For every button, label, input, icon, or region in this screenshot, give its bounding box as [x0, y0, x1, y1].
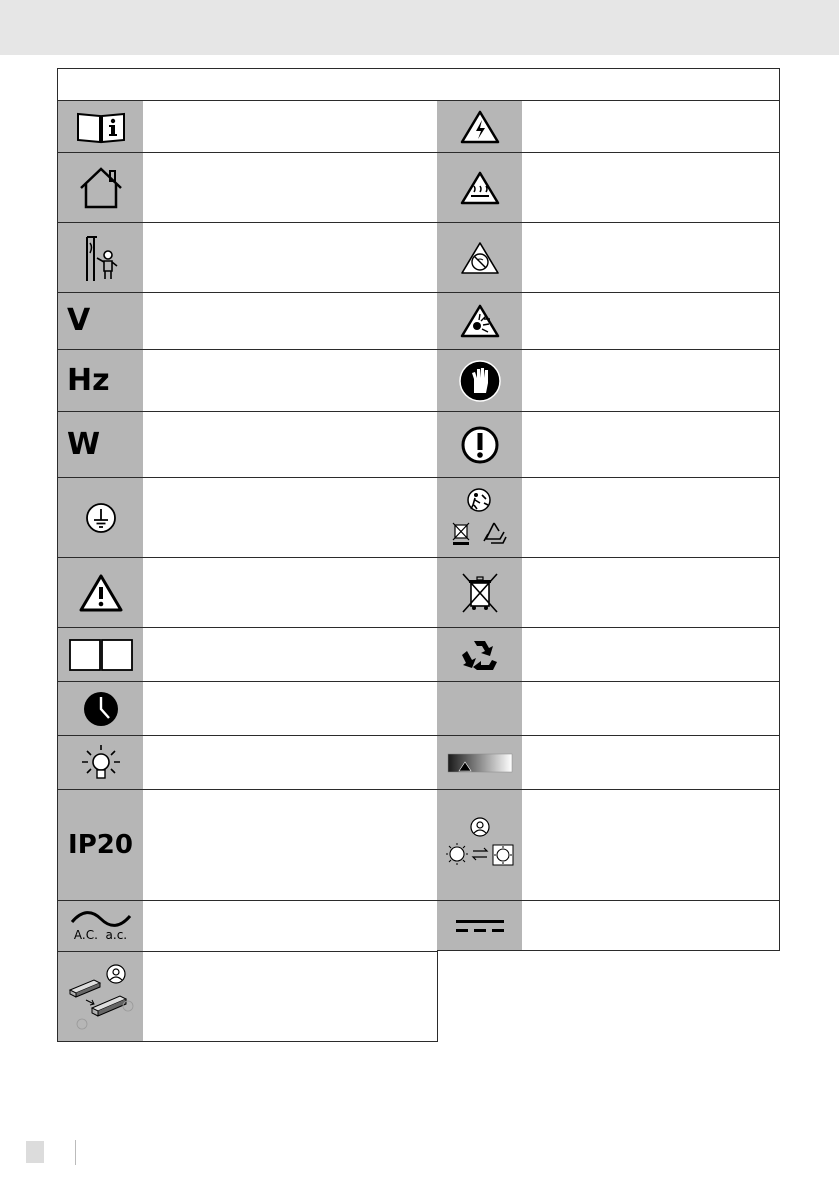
symbol-cell	[437, 477, 780, 557]
table-row	[57, 477, 780, 557]
symbol-cell	[57, 900, 438, 951]
table-row	[57, 735, 780, 789]
symbol-cell	[437, 735, 780, 789]
clock-icon	[58, 682, 143, 735]
symbol-description	[144, 153, 437, 222]
dimmer-scale-icon	[437, 736, 522, 789]
table-row	[57, 411, 780, 477]
read-instructions-icon	[58, 101, 143, 152]
symbol-table	[57, 100, 780, 1042]
led-replaceable-by-specialist-icon	[437, 790, 522, 900]
table-row	[57, 557, 780, 627]
table-row	[57, 222, 780, 292]
general-warning-icon	[58, 558, 143, 627]
page-number-box	[26, 1141, 44, 1163]
symbol-description	[523, 153, 779, 222]
symbol-cell	[57, 789, 438, 900]
direct-current-icon	[437, 901, 522, 950]
symbol-cell	[437, 222, 780, 292]
table-row	[57, 951, 780, 1042]
symbol-description	[144, 223, 437, 292]
symbol-cell	[57, 627, 438, 681]
ip-rating-label: IP20	[68, 830, 133, 860]
symbol-cell	[57, 557, 438, 627]
symbol-cell	[57, 477, 438, 557]
symbol-description	[523, 736, 779, 789]
page-top-band	[0, 0, 839, 55]
symbol-cell	[57, 152, 438, 222]
symbol-cell	[437, 789, 780, 900]
crossed-bin-icon	[437, 558, 522, 627]
symbol-cell	[437, 349, 780, 411]
symbol-description	[144, 901, 437, 951]
symbol-cell	[437, 411, 780, 477]
symbol-cell	[437, 900, 780, 951]
electric-shock-warning-icon	[437, 101, 522, 152]
symbol-cell	[437, 100, 780, 152]
symbol-cell	[57, 681, 438, 735]
disposal-recycling-info-icon	[437, 478, 522, 557]
symbol-description	[144, 790, 437, 900]
wear-gloves-icon	[437, 350, 522, 411]
symbol-description	[144, 628, 437, 681]
symbol-description	[144, 682, 437, 735]
table-row	[57, 152, 780, 222]
symbol-description	[144, 412, 437, 477]
protective-earth-icon	[58, 478, 143, 557]
empty-icon	[437, 682, 522, 735]
watt-icon	[58, 412, 143, 477]
driver-replaceable-by-specialist-icon	[58, 952, 143, 1041]
symbol-cell	[57, 735, 438, 789]
symbol-description	[523, 412, 779, 477]
symbol-description	[523, 682, 779, 735]
keep-away-children-icon	[58, 223, 143, 292]
table-header-row	[57, 68, 780, 100]
symbol-description	[144, 952, 437, 1041]
ip-rating-icon	[58, 790, 143, 900]
alternating-current-icon	[58, 901, 143, 951]
symbol-description	[144, 478, 437, 557]
symbol-cell	[57, 292, 438, 349]
symbol-description	[523, 293, 779, 349]
symbol-description	[523, 478, 779, 557]
symbol-cell	[437, 557, 780, 627]
explosion-warning-icon	[437, 293, 522, 349]
symbol-description	[523, 901, 779, 950]
table-row	[57, 349, 780, 411]
symbol-cell	[57, 100, 438, 152]
footer-divider	[75, 1140, 76, 1165]
table-row	[57, 100, 780, 152]
table-row	[57, 627, 780, 681]
light-bulb-icon	[58, 736, 143, 789]
symbol-description	[523, 558, 779, 627]
hertz-icon	[58, 350, 143, 411]
symbol-cell	[437, 627, 780, 681]
symbol-description	[523, 101, 779, 152]
table-row	[57, 900, 780, 951]
alternating-current-label: A.C. a.c.	[73, 928, 128, 942]
table-row	[57, 681, 780, 735]
table-row	[57, 292, 780, 349]
symbol-description	[144, 736, 437, 789]
symbol-description	[144, 293, 437, 349]
volt-label: V	[67, 303, 91, 338]
recycling-icon	[437, 628, 522, 681]
indoor-use-house-icon	[58, 153, 143, 222]
volt-icon	[58, 293, 143, 349]
symbol-cell	[57, 349, 438, 411]
symbol-cell	[437, 681, 780, 735]
hot-surface-warning-icon	[437, 153, 522, 222]
symbol-description	[144, 350, 437, 411]
watt-label: W	[67, 426, 101, 462]
important-notice-icon	[437, 412, 522, 477]
hertz-label: Hz	[67, 362, 110, 398]
symbol-cell	[57, 951, 438, 1042]
symbol-description	[144, 558, 437, 627]
symbol-cell	[57, 222, 438, 292]
table-row	[57, 789, 780, 900]
protection-class-squares-icon	[58, 628, 143, 681]
symbol-cell	[437, 292, 780, 349]
symbol-description	[144, 101, 437, 152]
symbol-description	[523, 223, 779, 292]
symbol-description	[523, 350, 779, 411]
symbol-description	[523, 790, 779, 900]
no-insulation-cover-icon	[437, 223, 522, 292]
symbol-cell	[57, 411, 438, 477]
symbol-description	[523, 628, 779, 681]
symbol-cell	[437, 152, 780, 222]
